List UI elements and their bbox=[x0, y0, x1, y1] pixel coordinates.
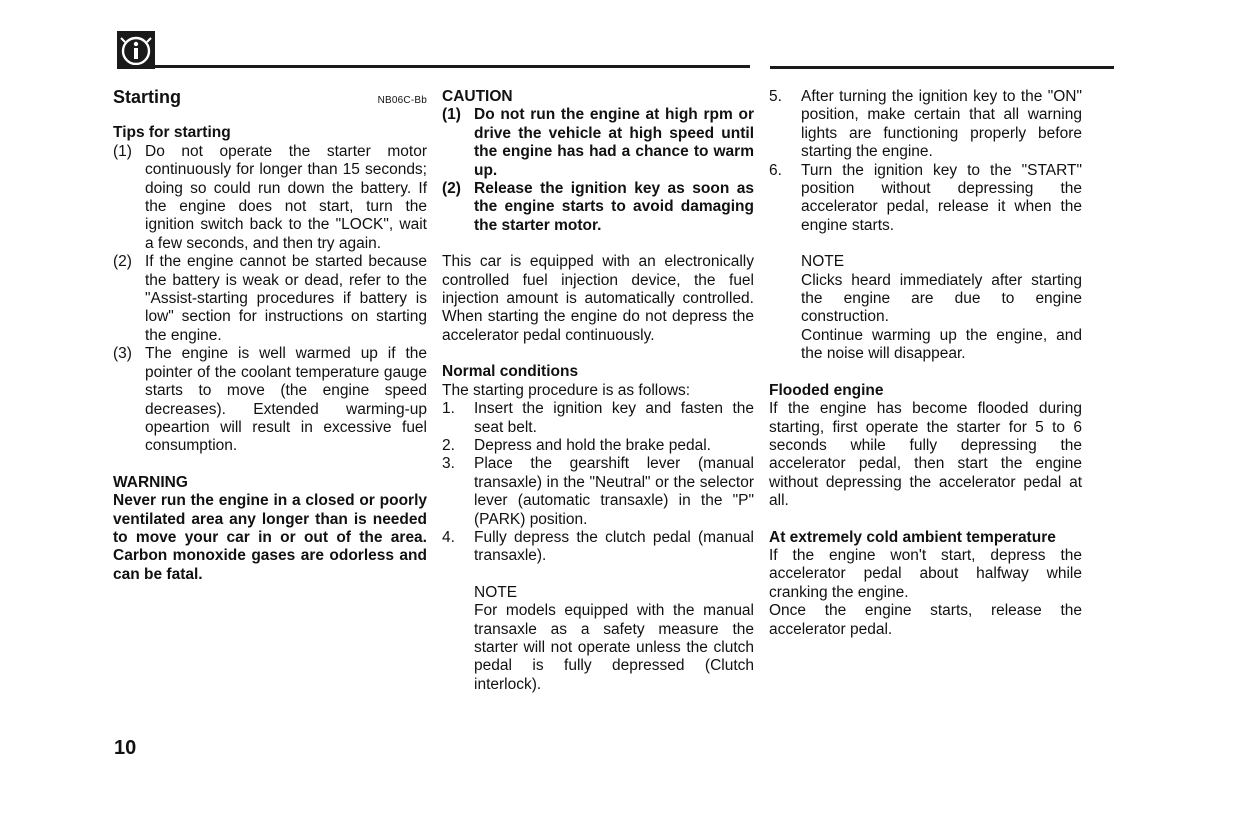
page-number: 10 bbox=[114, 737, 137, 759]
info-i-icon bbox=[117, 31, 155, 69]
step-item: 1. Insert the ignition key and fasten the seat belt. bbox=[442, 400, 754, 436]
note-line: Continue warming up the engine, and the noise will disappear. bbox=[801, 326, 1082, 363]
cold-temperature-text: If the engine won't start, depress the accelerator pedal about halfway while cranking the engine. bbox=[769, 546, 1082, 601]
section-code: NB06C-Bb bbox=[377, 95, 427, 106]
step-item: 5. After turning the ignition key to the "ON" position, make certain that all warning lights are functioning properly before starting the engine. bbox=[769, 88, 1082, 161]
column-1 bbox=[113, 88, 427, 584]
step-item: 3. Place the gearshift lever (manual transaxle) in the "Neutral" or the selector lever (automatic transaxle) in the "P" (PARK) position. bbox=[442, 455, 754, 528]
header-rule-left bbox=[117, 65, 750, 68]
note-text: For models equipped with the manual transaxle as a safety measure the starter will not operate unless the clutch pedal is fully depressed (Clutch interlock). bbox=[474, 602, 754, 693]
caution-item: (1) Do not run the engine at high rpm or drive the vehicle at high speed until the engine has had a chance to warm up. bbox=[442, 106, 754, 179]
tips-heading: Tips for starting bbox=[113, 124, 231, 142]
step-item: 6. Turn the ignition key to the "START" position without depressing the accelerator pedal, release it when the engine starts. bbox=[769, 161, 1082, 234]
cold-temperature-text: Once the engine starts, release the accelerator pedal. bbox=[769, 602, 1082, 638]
normal-conditions-heading: Normal conditions bbox=[442, 363, 579, 381]
intro-paragraph: This car is equipped with an electronically controlled fuel injection device, the fuel injection amount is automatically controlled. When starting the engine do not depress the accelerator pedal continuously. bbox=[442, 253, 754, 344]
tip-item: (2) If the engine cannot be started because the battery is weak or dead, refer to the "Assist-starting procedures if battery is low" section for instructions on starting the engine. bbox=[113, 253, 427, 344]
tip-item: (3) The engine is well warmed up if the pointer of the coolant temperature gauge starts to move (the engine speed decreases). Extended warming-up opeartion will result in excessive fuel consumption. bbox=[113, 345, 427, 455]
caution-heading: CAUTION bbox=[442, 88, 513, 105]
section-title-row bbox=[113, 88, 427, 110]
column-2 bbox=[442, 88, 754, 694]
cold-temperature-heading: At extremely cold ambient temperature bbox=[769, 528, 1056, 546]
header-rule-right bbox=[770, 66, 1114, 69]
warning-text: Never run the engine in a closed or poorly ventilated area any longer than is needed to move your car in or out of the area. Carbon monoxide gases are odorless and can be fatal. bbox=[113, 492, 427, 583]
column-3 bbox=[769, 88, 1082, 639]
note-heading: NOTE bbox=[801, 253, 845, 271]
caution-item: (2) Release the ignition key as soon as the engine starts to avoid damaging the starter motor. bbox=[442, 180, 754, 234]
note-block bbox=[474, 584, 754, 694]
flooded-engine-text: If the engine has become flooded during starting, first operate the starter for 5 to 6 seconds while fully depressing the accelerator pedal, then start the engine without depressing the accelerator pedal at all. bbox=[769, 400, 1082, 510]
normal-intro: The starting procedure is as follows: bbox=[442, 381, 691, 399]
step-item: 2. Depress and hold the brake pedal. bbox=[442, 436, 711, 454]
section-title: Starting bbox=[113, 87, 182, 107]
step-item: 4. Fully depress the clutch pedal (manual transaxle). bbox=[442, 528, 754, 565]
note-line: Clicks heard immediately after starting the engine are due to engine construction. bbox=[801, 271, 1082, 326]
flooded-engine-heading: Flooded engine bbox=[769, 381, 884, 399]
tip-item: (1) Do not operate the starter motor continuously for longer than 15 seconds; doing so could run down the battery. If the engine does not start, turn the ignition switch back to the "LOCK", wait a few seconds, and then try again. bbox=[113, 142, 427, 252]
note-heading: NOTE bbox=[474, 583, 518, 601]
warning-heading: WARNING bbox=[113, 473, 188, 491]
note-block bbox=[801, 253, 1082, 363]
